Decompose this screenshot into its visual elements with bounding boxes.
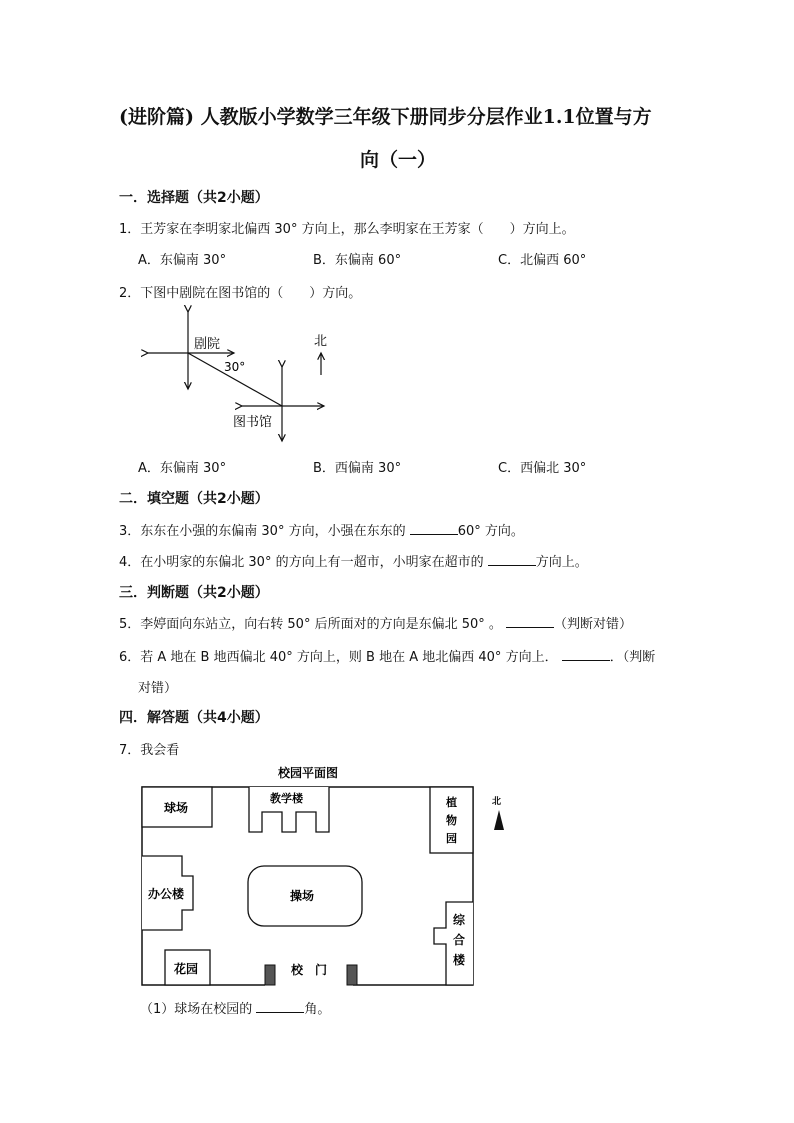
office-label: 办公楼 xyxy=(148,887,185,901)
question-3-post: 60° 方向。 xyxy=(457,524,524,539)
question-2-option-c: C．西偏北 30° xyxy=(498,461,587,476)
theater-axes xyxy=(148,312,234,389)
gate-label: 校 门 xyxy=(291,963,328,977)
answer-blank[interactable] xyxy=(506,615,554,628)
page-title-line2: 向（一） xyxy=(360,149,437,171)
question-6-pre: 6．若 A 地在 B 地西偏北 40° 方向上，则 B 地在 A 地北偏西 40° 方向上． xyxy=(119,650,562,665)
question-3-pre: 3．东东在小强的东偏南 30° 方向，小强在东东的 xyxy=(119,524,410,539)
court-label: 球场 xyxy=(164,801,189,815)
plant-label-1: 植 xyxy=(446,796,457,809)
answer-blank[interactable] xyxy=(488,553,536,566)
teaching-label: 教学楼 xyxy=(270,792,303,805)
garden-label: 花园 xyxy=(174,962,199,976)
angle-label: 30° xyxy=(224,360,246,374)
question-5-post: （判断对错） xyxy=(554,617,633,632)
section-heading-fill: 二．填空题（共2小题） xyxy=(119,491,269,507)
question-2-option-a: A．东偏南 30° xyxy=(138,461,227,476)
question-5-pre: 5．李婷面向东站立，向右转 50° 后所面对的方向是东偏北 50° 。 xyxy=(119,617,507,632)
question-1-option-a: A．东偏南 30° xyxy=(138,253,227,268)
map-title: 校园平面图 xyxy=(278,766,339,780)
question-3 xyxy=(119,520,524,539)
direction-figure xyxy=(140,305,340,445)
theater-label: 剧院 xyxy=(194,337,221,352)
playground-label: 操场 xyxy=(290,889,315,903)
question-7-sub1 xyxy=(140,998,330,1017)
plant-label-2: 物 xyxy=(446,814,457,827)
complex-label-1: 综 xyxy=(453,913,466,927)
question-1-text: 1．王芳家在李明家北偏西 30° 方向上，那么李明家在王芳家（ ）方向上。 xyxy=(119,222,575,237)
question-6-post: ．（判断 xyxy=(609,650,656,665)
section-heading-answer: 四．解答题（共4小题） xyxy=(119,710,269,726)
section-heading-choice: 一．选择题（共2小题） xyxy=(119,190,269,206)
question-5 xyxy=(119,613,632,632)
question-1-option-b: B．东偏南 60° xyxy=(313,253,402,268)
complex-label-3: 楼 xyxy=(453,953,466,967)
question-7-sub1-post: 角。 xyxy=(304,1002,331,1017)
gate-post-left xyxy=(265,965,275,985)
section-heading-judge: 三．判断题（共2小题） xyxy=(119,585,269,601)
plant-label-3: 园 xyxy=(446,832,457,845)
page-title-line1: (进阶篇) 人教版小学数学三年级下册同步分层作业1.1位置与方 xyxy=(119,106,652,128)
north-label: 北 xyxy=(314,334,328,349)
gate-post-right xyxy=(347,965,357,985)
question-6 xyxy=(119,646,655,665)
question-7-sub1-pre: （1）球场在校园的 xyxy=(140,1002,257,1017)
answer-blank[interactable] xyxy=(256,1000,304,1013)
question-6-line2: 对错） xyxy=(138,681,178,696)
map-north-label: 北 xyxy=(492,797,502,807)
answer-blank[interactable] xyxy=(562,648,610,661)
question-7-text: 7．我会看 xyxy=(119,743,180,758)
question-4-pre: 4．在小明家的东偏北 30° 的方向上有一超市，小明家在超市的 xyxy=(119,555,488,570)
question-4 xyxy=(119,551,588,570)
complex-label-2: 合 xyxy=(453,933,466,947)
answer-blank[interactable] xyxy=(410,522,458,535)
library-label: 图书馆 xyxy=(233,415,273,430)
question-2-text: 2．下图中剧院在图书馆的（ ）方向。 xyxy=(119,286,362,301)
campus-map xyxy=(138,760,518,992)
question-2-option-b: B．西偏南 30° xyxy=(313,461,402,476)
map-north-arrow xyxy=(494,810,504,830)
question-4-post: 方向上。 xyxy=(535,555,588,570)
question-1-option-c: C．北偏西 60° xyxy=(498,253,587,268)
